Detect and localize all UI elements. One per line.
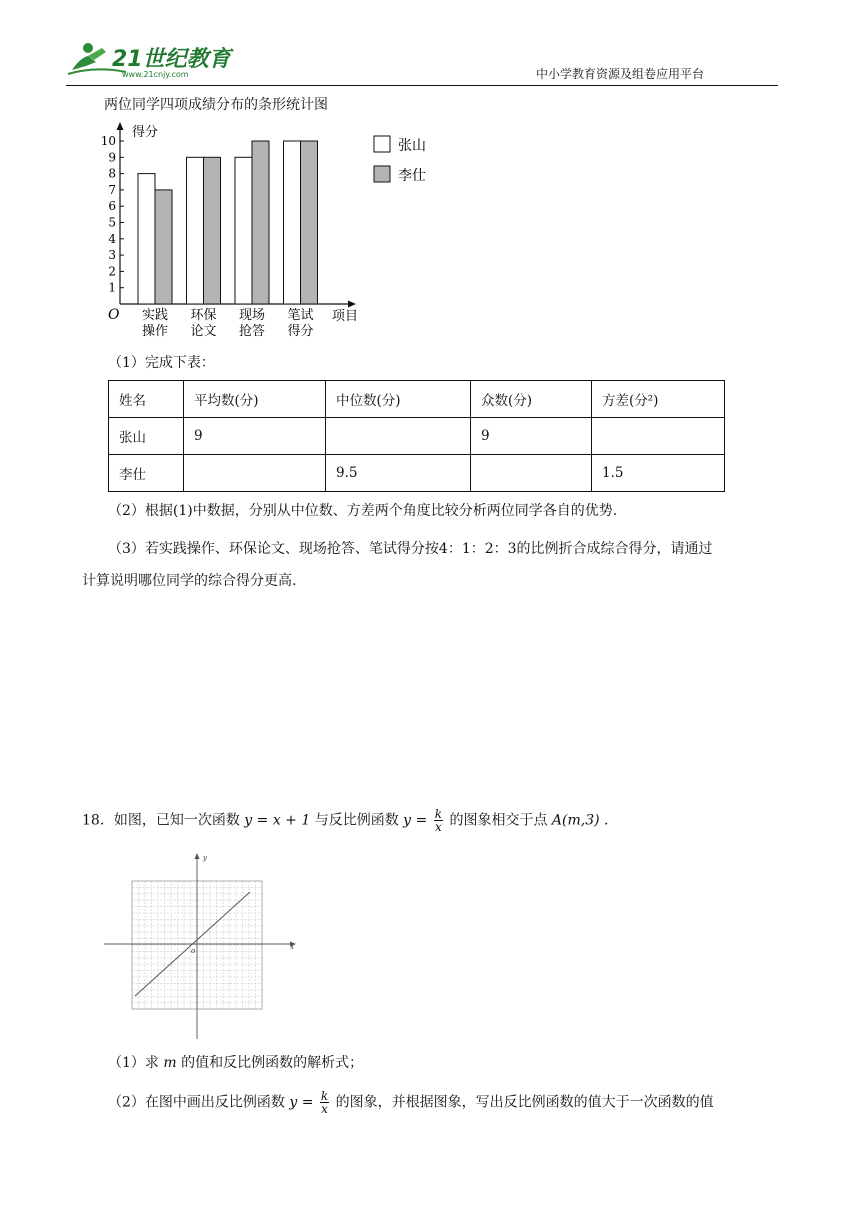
- problem-18-statement: [82, 808, 608, 833]
- y-tick-label: 6: [108, 199, 116, 214]
- x-tick-label: 得分: [287, 324, 314, 339]
- table-cell: 9: [471, 418, 592, 455]
- y-axis-arrow: [117, 122, 124, 130]
- p18-lead: 18．如图，已知一次函数: [82, 812, 240, 829]
- score-table: [108, 380, 725, 492]
- logo-url: www.21cnjy.com: [122, 70, 189, 79]
- logo-graphic: [66, 36, 236, 80]
- q3-line2: 计算说明哪位同学的综合得分更高.: [82, 573, 297, 589]
- x-axis-arrow: [348, 301, 356, 308]
- origin-label: o: [191, 947, 196, 955]
- table-cell: [471, 455, 592, 492]
- frac-numerator: k: [434, 807, 442, 821]
- y-axis-arrow: [195, 853, 200, 859]
- legend-swatch: [374, 166, 390, 182]
- legend-swatch: [374, 136, 390, 152]
- table-header-cell: 众数(分): [471, 381, 592, 418]
- y-tick-label: 7: [108, 182, 116, 197]
- q1-label: （1）完成下表：: [108, 355, 215, 371]
- x-tick-label: 论文: [190, 324, 217, 339]
- sub2-y-eq: y =: [289, 1094, 314, 1111]
- sub2-post: 的图象，并根据图象，写出反比例函数的值大于一次函数的值: [335, 1094, 714, 1111]
- sub1-pre: （1）求: [108, 1055, 159, 1071]
- p18-sub2: [108, 1090, 714, 1115]
- y-tick-label: 9: [108, 150, 116, 165]
- bar: [204, 157, 221, 304]
- frac-denominator: x: [434, 820, 442, 834]
- p18-linear-function: y = x + 1: [244, 812, 311, 829]
- table-cell: 李仕: [109, 455, 184, 492]
- y-tick-label: 5: [108, 215, 116, 230]
- table-cell: 1.5: [592, 455, 725, 492]
- q2-text: （2）根据(1)中数据，分别从中位数、方差两个角度比较分析两位同学各自的优势.: [108, 503, 618, 519]
- x-tick-label: 现场: [238, 308, 266, 323]
- table-header-cell: 中位数(分): [326, 381, 471, 418]
- bar-chart: [98, 118, 458, 346]
- y-tick-label: 4: [108, 231, 116, 246]
- p18-mid: 与反比例函数: [314, 812, 399, 829]
- bar: [155, 190, 172, 304]
- x-tick-label: 抢答: [238, 324, 266, 339]
- x-tick-label: 实践: [141, 308, 169, 323]
- q3-line1: （3）若实践操作、环保论文、现场抢答、笔试得分按4：1：2：3的比例折合成综合得分，请通过: [108, 541, 713, 557]
- x-tick-label: 笔试: [287, 308, 314, 323]
- x-axis-title: 项目: [332, 309, 359, 324]
- x-axis-label: x: [290, 943, 294, 951]
- table-cell: 张山: [109, 418, 184, 455]
- table-row: [109, 418, 725, 455]
- y-tick-label: 3: [108, 248, 116, 263]
- y-tick-label: 10: [100, 134, 116, 148]
- x-tick-label: 环保: [190, 308, 217, 323]
- bar: [235, 157, 252, 304]
- table-cell: 9.5: [326, 455, 471, 492]
- table-cell: [326, 418, 471, 455]
- p18-sub1: [108, 1053, 363, 1073]
- p18-end: .: [604, 812, 609, 829]
- sub2-pre: （2）在图中画出反比例函数: [108, 1094, 285, 1111]
- y-tick-label: 1: [108, 280, 116, 295]
- platform-name: 中小学教育资源及组卷应用平台: [536, 67, 705, 81]
- bar: [284, 141, 301, 304]
- p18-tail: 的图象相交于点: [449, 812, 548, 829]
- bar: [301, 141, 318, 304]
- table-row: [109, 455, 725, 492]
- y-tick-label: 2: [108, 264, 116, 279]
- legend-label: 李仕: [398, 168, 426, 184]
- table-cell: [184, 455, 326, 492]
- legend-label: 张山: [398, 138, 426, 154]
- fraction-k-over-x: [320, 1090, 329, 1115]
- bar: [187, 157, 204, 304]
- p18-y-eq: y =: [403, 812, 428, 829]
- y-tick-label: 8: [108, 166, 116, 181]
- fraction-k-over-x: [434, 808, 443, 833]
- logo: [66, 36, 236, 80]
- x-tick-label: 操作: [141, 324, 169, 339]
- table-header-cell: 姓名: [109, 381, 184, 418]
- y-axis-label: y: [203, 854, 207, 862]
- chart-title: 两位同学四项成绩分布的条形统计图: [104, 97, 328, 113]
- header-divider: [66, 85, 778, 86]
- table-header-row: [109, 381, 725, 418]
- logo-text: 21世纪教育: [112, 47, 231, 72]
- frac-denominator: x: [321, 1102, 328, 1116]
- table-header-cell: 方差(分²): [592, 381, 725, 418]
- table-header-cell: 平均数(分): [184, 381, 326, 418]
- coordinate-graph: [104, 851, 304, 1041]
- table-cell: [592, 418, 725, 455]
- table-cell: 9: [184, 418, 326, 455]
- bar: [138, 174, 155, 304]
- bar: [252, 141, 269, 304]
- y-axis-title: 得分: [132, 125, 159, 140]
- p18-point: A(m,3): [551, 812, 600, 829]
- sub1-post: 的值和反比例函数的解析式；: [181, 1055, 364, 1071]
- frac-numerator: k: [320, 1089, 329, 1103]
- sub1-var: m: [163, 1055, 177, 1071]
- origin-label: O: [108, 307, 120, 323]
